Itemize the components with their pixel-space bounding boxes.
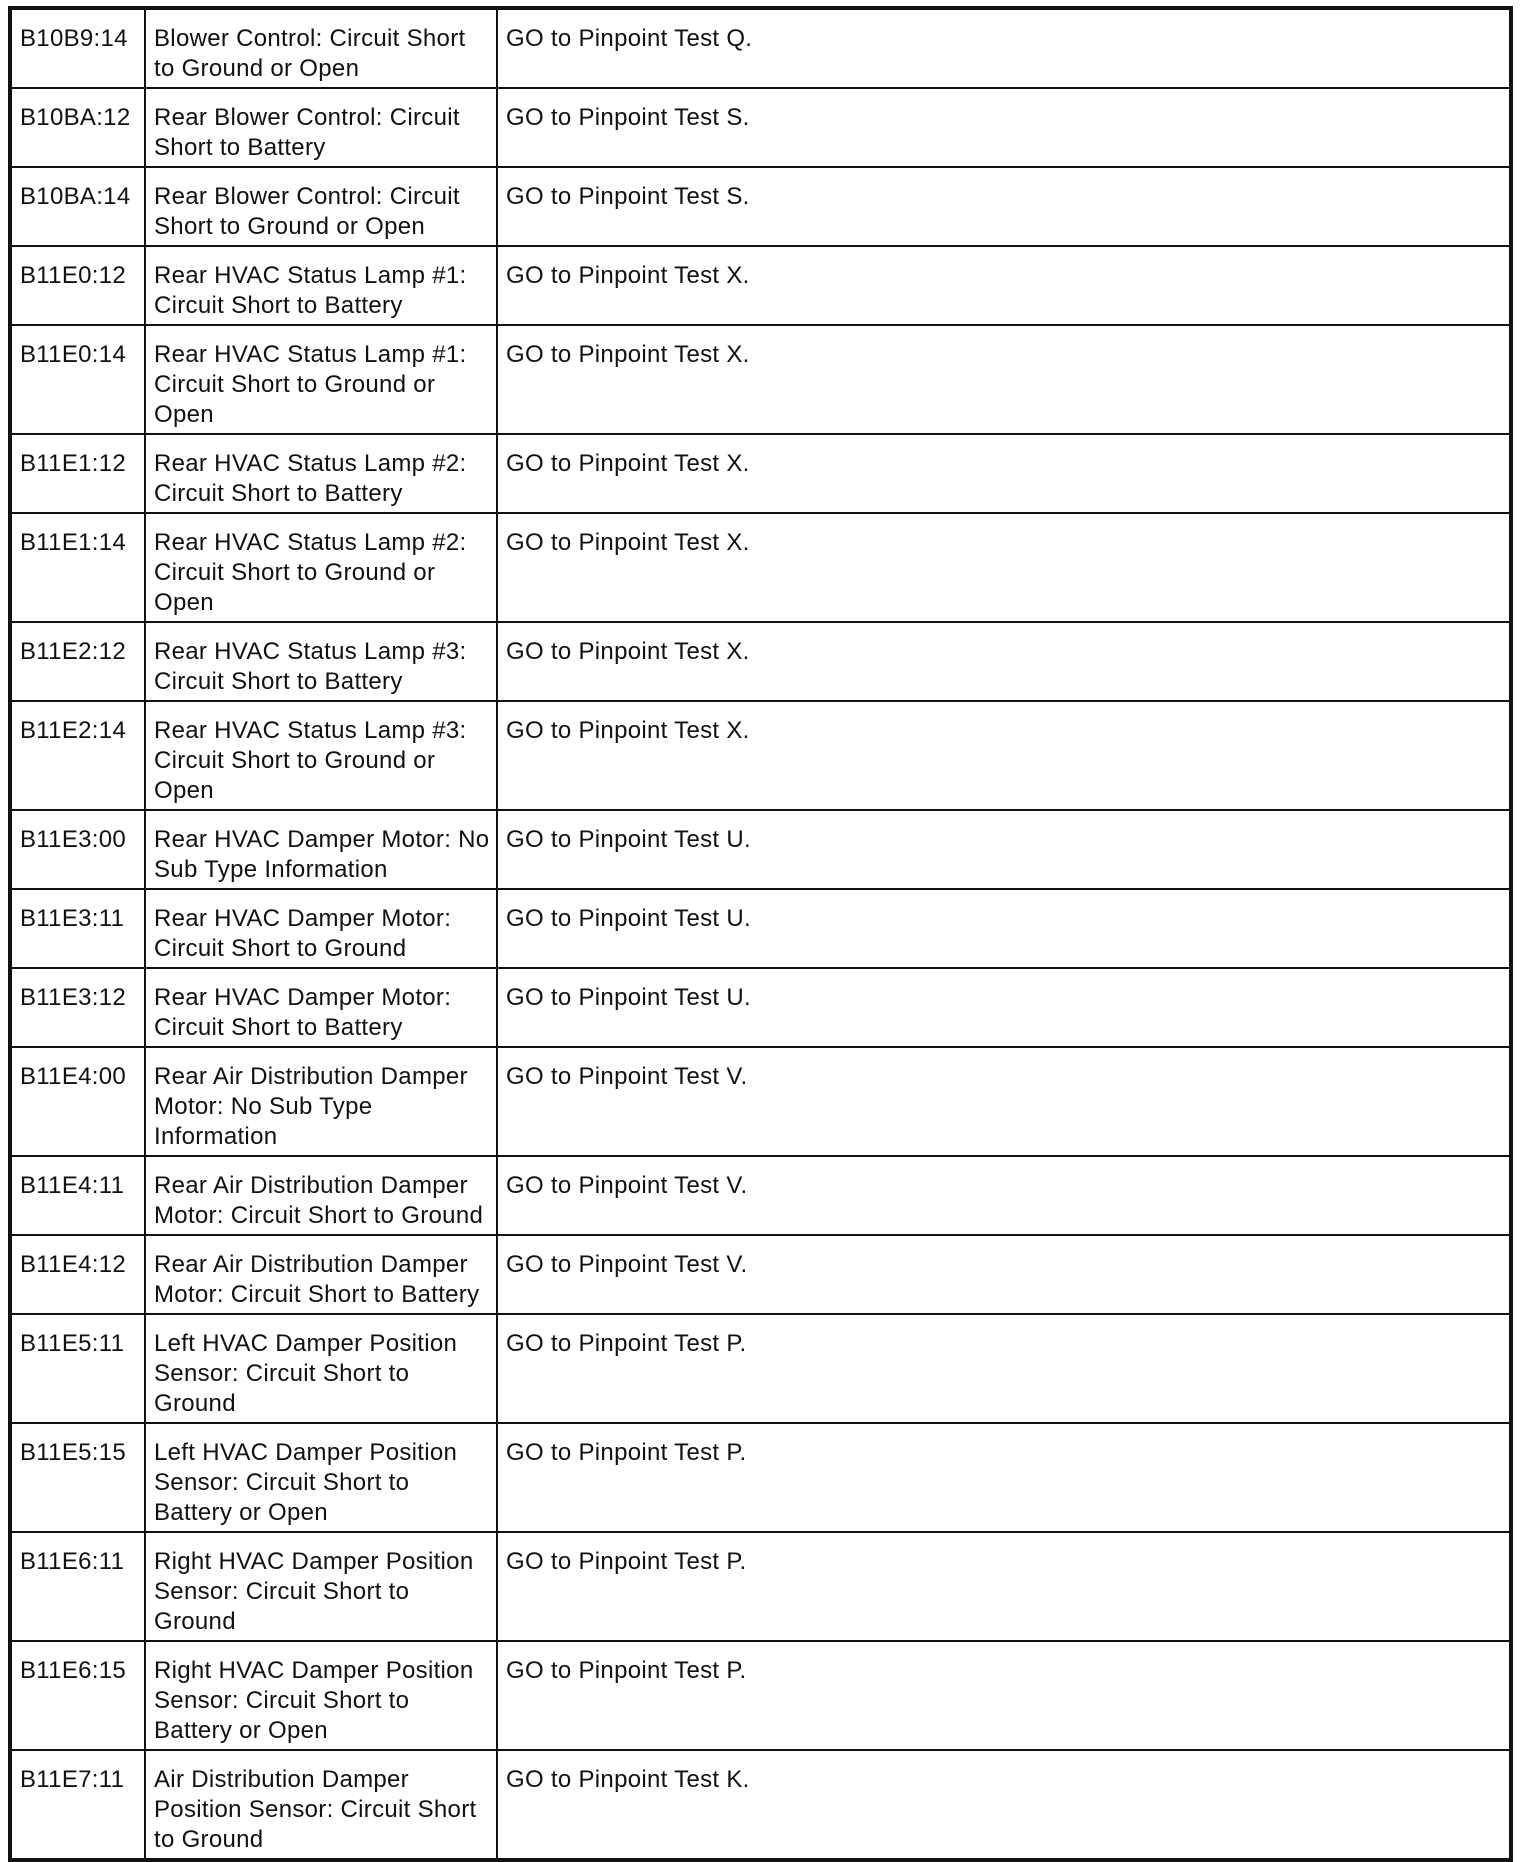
dtc-action-cell: GO to Pinpoint Test V. — [497, 1156, 1511, 1235]
dtc-action-cell: GO to Pinpoint Test S. — [497, 167, 1511, 246]
dtc-code-cell: B11E0:14 — [10, 325, 145, 434]
dtc-action-cell: GO to Pinpoint Test X. — [497, 622, 1511, 701]
dtc-code-cell: B11E1:12 — [10, 434, 145, 513]
dtc-action-cell: GO to Pinpoint Test X. — [497, 246, 1511, 325]
dtc-description-cell: Rear Air Distribution Damper Motor: Circuit Short to Ground — [145, 1156, 497, 1235]
dtc-action-cell: GO to Pinpoint Test P. — [497, 1423, 1511, 1532]
dtc-code-cell: B10BA:12 — [10, 88, 145, 167]
dtc-code-cell: B11E3:12 — [10, 968, 145, 1047]
dtc-description-cell: Right HVAC Damper Position Sensor: Circuit Short to Battery or Open — [145, 1641, 497, 1750]
dtc-action-cell: GO to Pinpoint Test S. — [497, 88, 1511, 167]
dtc-action-cell: GO to Pinpoint Test X. — [497, 701, 1511, 810]
dtc-code-cell: B11E5:11 — [10, 1314, 145, 1423]
dtc-description-cell: Rear HVAC Status Lamp #2: Circuit Short to Battery — [145, 434, 497, 513]
table-row — [10, 1423, 1511, 1532]
dtc-action-cell: GO to Pinpoint Test V. — [497, 1047, 1511, 1156]
table-row — [10, 434, 1511, 513]
dtc-code-cell: B10BA:14 — [10, 167, 145, 246]
table-row — [10, 513, 1511, 622]
dtc-description-cell: Left HVAC Damper Position Sensor: Circuit Short to Battery or Open — [145, 1423, 497, 1532]
dtc-code-cell: B11E4:11 — [10, 1156, 145, 1235]
dtc-action-cell: GO to Pinpoint Test P. — [497, 1314, 1511, 1423]
dtc-description-cell: Right HVAC Damper Position Sensor: Circuit Short to Ground — [145, 1532, 497, 1641]
dtc-code-cell: B11E7:11 — [10, 1750, 145, 1860]
dtc-code-cell: B11E3:11 — [10, 889, 145, 968]
table-row — [10, 810, 1511, 889]
dtc-description-cell: Rear Air Distribution Damper Motor: Circuit Short to Battery — [145, 1235, 497, 1314]
dtc-code-cell: B11E5:15 — [10, 1423, 145, 1532]
dtc-action-cell: GO to Pinpoint Test U. — [497, 810, 1511, 889]
dtc-action-cell: GO to Pinpoint Test U. — [497, 968, 1511, 1047]
table-row — [10, 968, 1511, 1047]
dtc-description-cell: Rear HVAC Damper Motor: Circuit Short to Ground — [145, 889, 497, 968]
table-row — [10, 1750, 1511, 1860]
dtc-code-cell: B11E1:14 — [10, 513, 145, 622]
dtc-code-cell: B11E3:00 — [10, 810, 145, 889]
table-row — [10, 622, 1511, 701]
dtc-code-cell: B11E6:15 — [10, 1641, 145, 1750]
table-row — [10, 246, 1511, 325]
table-row — [10, 1235, 1511, 1314]
dtc-description-cell: Rear Air Distribution Damper Motor: No Sub Type Information — [145, 1047, 497, 1156]
dtc-action-cell: GO to Pinpoint Test P. — [497, 1532, 1511, 1641]
dtc-action-cell: GO to Pinpoint Test X. — [497, 513, 1511, 622]
dtc-action-cell: GO to Pinpoint Test V. — [497, 1235, 1511, 1314]
dtc-action-cell: GO to Pinpoint Test K. — [497, 1750, 1511, 1860]
dtc-code-cell: B11E6:11 — [10, 1532, 145, 1641]
table-row — [10, 1641, 1511, 1750]
table-row — [10, 88, 1511, 167]
table-row — [10, 1314, 1511, 1423]
dtc-action-cell: GO to Pinpoint Test P. — [497, 1641, 1511, 1750]
dtc-description-cell: Left HVAC Damper Position Sensor: Circuit Short to Ground — [145, 1314, 497, 1423]
dtc-code-cell: B11E0:12 — [10, 246, 145, 325]
dtc-code-cell: B11E2:14 — [10, 701, 145, 810]
dtc-description-cell: Rear Blower Control: Circuit Short to Ground or Open — [145, 167, 497, 246]
table-row — [10, 1532, 1511, 1641]
dtc-description-cell: Rear HVAC Damper Motor: No Sub Type Information — [145, 810, 497, 889]
table-row — [10, 701, 1511, 810]
dtc-code-cell: B11E4:00 — [10, 1047, 145, 1156]
dtc-code-cell: B10B9:14 — [10, 8, 145, 88]
dtc-description-cell: Rear Blower Control: Circuit Short to Battery — [145, 88, 497, 167]
dtc-code-cell: B11E2:12 — [10, 622, 145, 701]
dtc-action-cell: GO to Pinpoint Test Q. — [497, 8, 1511, 88]
table-row — [10, 889, 1511, 968]
dtc-description-cell: Blower Control: Circuit Short to Ground or Open — [145, 8, 497, 88]
dtc-table — [8, 6, 1513, 1862]
dtc-description-cell: Air Distribution Damper Position Sensor: Circuit Short to Ground — [145, 1750, 497, 1860]
table-row — [10, 8, 1511, 88]
dtc-description-cell: Rear HVAC Status Lamp #2: Circuit Short to Ground or Open — [145, 513, 497, 622]
dtc-description-cell: Rear HVAC Status Lamp #1: Circuit Short to Battery — [145, 246, 497, 325]
dtc-description-cell: Rear HVAC Status Lamp #1: Circuit Short to Ground or Open — [145, 325, 497, 434]
dtc-description-cell: Rear HVAC Damper Motor: Circuit Short to Battery — [145, 968, 497, 1047]
dtc-description-cell: Rear HVAC Status Lamp #3: Circuit Short to Battery — [145, 622, 497, 701]
dtc-action-cell: GO to Pinpoint Test X. — [497, 434, 1511, 513]
table-row — [10, 1156, 1511, 1235]
table-row — [10, 167, 1511, 246]
dtc-description-cell: Rear HVAC Status Lamp #3: Circuit Short to Ground or Open — [145, 701, 497, 810]
dtc-code-cell: B11E4:12 — [10, 1235, 145, 1314]
dtc-action-cell: GO to Pinpoint Test U. — [497, 889, 1511, 968]
dtc-table-body — [10, 8, 1511, 1860]
table-row — [10, 325, 1511, 434]
dtc-action-cell: GO to Pinpoint Test X. — [497, 325, 1511, 434]
table-row — [10, 1047, 1511, 1156]
